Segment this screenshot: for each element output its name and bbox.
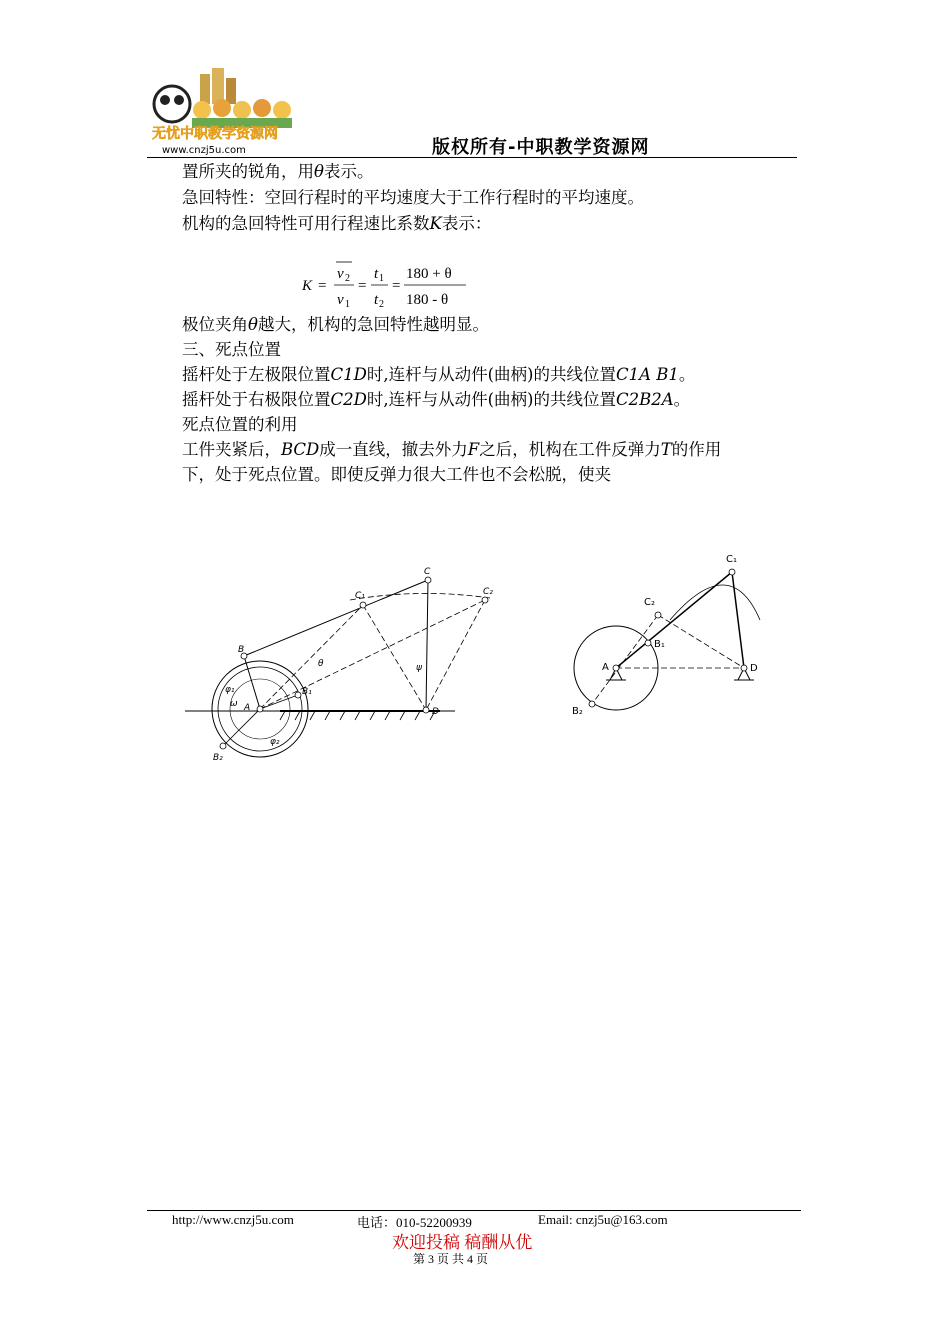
svg-text:t: t: [374, 292, 379, 308]
svg-text:φ₂: φ₂: [270, 737, 280, 747]
svg-text:C₂: C₂: [644, 597, 655, 608]
svg-text:B₂: B₂: [572, 706, 583, 717]
text-line-1: 置所夹的锐角，用θ表示。: [182, 162, 374, 181]
svg-text:C₂: C₂: [483, 587, 493, 597]
svg-text:A: A: [244, 703, 251, 713]
footer-email-link[interactable]: Email: cnzj5u@163.com: [538, 1212, 668, 1227]
svg-text:=: =: [358, 278, 367, 294]
text-line-10: 下，处于死点位置。即使反弹力很大工件也不会松脱，使夹: [182, 465, 611, 484]
svg-text:ω: ω: [230, 699, 238, 709]
footer-phone: 电话：010-52200939: [357, 1215, 472, 1230]
svg-text:t: t: [374, 266, 379, 282]
svg-text:1: 1: [345, 299, 350, 310]
svg-text:1: 1: [379, 273, 384, 284]
svg-text:2: 2: [379, 299, 384, 310]
text-line-8: 死点位置的利用: [182, 415, 298, 434]
header-title: 版权所有-中职教学资源网: [432, 137, 650, 158]
svg-text:D: D: [750, 663, 758, 674]
svg-text:B₁: B₁: [302, 687, 312, 697]
svg-text:C₁: C₁: [726, 554, 737, 565]
speed-ratio-formula: [300, 256, 500, 316]
footer-slogan: 欢迎投稿 稿酬从优: [392, 1233, 533, 1252]
svg-text:A: A: [602, 662, 609, 673]
svg-text:180 - θ: 180 - θ: [406, 292, 449, 308]
svg-text:φ₁: φ₁: [225, 685, 235, 695]
svg-text:B₂: B₂: [213, 753, 223, 763]
svg-text:B₁: B₁: [654, 639, 665, 650]
dead-point-diagram: [560, 540, 780, 720]
page-number: 第 3 页 共 4 页: [413, 1252, 489, 1266]
svg-text:D: D: [432, 707, 439, 717]
svg-text:ψ: ψ: [416, 663, 422, 673]
footer-url-link[interactable]: http://www.cnzj5u.com: [172, 1212, 294, 1227]
text-line-2: 急回特性：空回行程时的平均速度大于工作行程时的平均速度。: [182, 188, 644, 207]
svg-text:180 + θ: 180 + θ: [406, 266, 452, 282]
svg-text:C: C: [424, 567, 431, 577]
text-line-4: 极位夹角θ越大，机构的急回特性越明显。: [182, 315, 489, 334]
svg-text:=: =: [318, 278, 327, 294]
svg-text:=: =: [392, 278, 401, 294]
text-line-9: 工件夹紧后，BCD成一直线，撤去外力F之后，机构在工件反弹力T的作用: [182, 440, 722, 459]
footer-divider: [147, 1210, 801, 1211]
crank-rocker-limit-diagram: [180, 560, 493, 770]
svg-text:θ: θ: [318, 659, 324, 669]
text-line-3: 机构的急回特性可用行程速比系数K表示：: [182, 214, 492, 233]
svg-text:K: K: [302, 278, 313, 294]
site-logo: [140, 66, 310, 156]
svg-text:www.cnzj5u.com: www.cnzj5u.com: [162, 145, 246, 156]
header-divider: [147, 157, 797, 158]
svg-text:v: v: [337, 266, 344, 282]
section-heading: 三、死点位置: [182, 340, 281, 359]
svg-text:B: B: [238, 645, 245, 655]
svg-text:v: v: [337, 292, 344, 308]
text-line-6: 摇杆处于左极限位置C1D时,连杆与从动件(曲柄)的共线位置C1A B1。: [182, 365, 696, 384]
svg-text:C₁: C₁: [355, 591, 365, 601]
svg-text:2: 2: [345, 273, 350, 284]
svg-text:无忧中职教学资源网: 无忧中职教学资源网: [152, 126, 278, 142]
text-line-7: 摇杆处于右极限位置C2D时,连杆与从动件(曲柄)的共线位置C2B2A。: [182, 390, 691, 409]
